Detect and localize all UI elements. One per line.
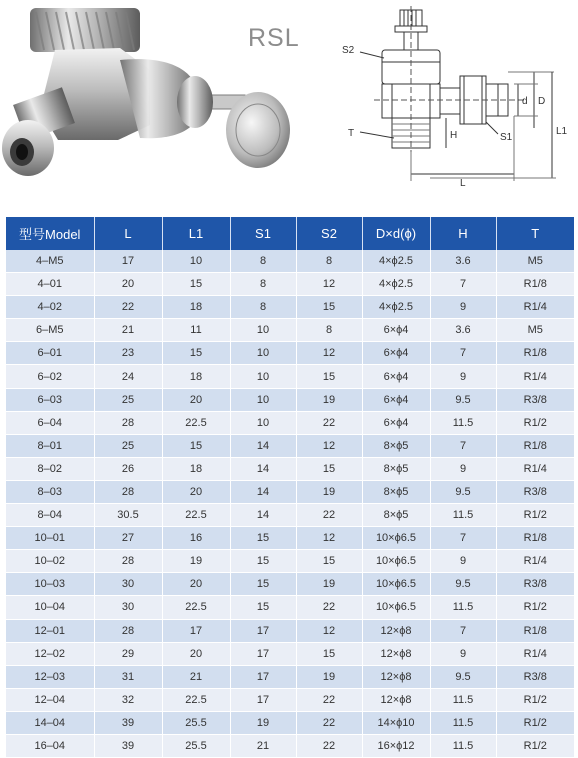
col-header-dxd: D×d(ϕ) <box>362 217 430 250</box>
table-row <box>6 527 574 550</box>
cell-h: 7 <box>430 342 496 365</box>
table-row <box>6 388 574 411</box>
cell-t: M5 <box>496 319 574 342</box>
cell-s1: 10 <box>230 388 296 411</box>
cell-dxd: 8×ϕ5 <box>362 434 430 457</box>
cell-h: 9.5 <box>430 573 496 596</box>
cell-dxd: 6×ϕ4 <box>362 365 430 388</box>
cell-s2: 22 <box>296 711 362 734</box>
cell-l: 32 <box>94 688 162 711</box>
cell-t: R1/8 <box>496 273 574 296</box>
table-row <box>6 550 574 573</box>
label-s2: S2 <box>342 45 355 56</box>
label-t: T <box>348 128 355 139</box>
table-row <box>6 273 574 296</box>
cell-t: M5 <box>496 250 574 273</box>
cell-s2: 8 <box>296 319 362 342</box>
cell-h: 9.5 <box>430 665 496 688</box>
cell-l: 26 <box>94 457 162 480</box>
cell-s1: 19 <box>230 711 296 734</box>
table-row <box>6 411 574 434</box>
cell-s1: 10 <box>230 319 296 342</box>
cell-s1: 8 <box>230 273 296 296</box>
cell-t: R3/8 <box>496 388 574 411</box>
cell-t: R1/4 <box>496 457 574 480</box>
cell-l: 25 <box>94 388 162 411</box>
cell-s1: 14 <box>230 434 296 457</box>
cell-model: 12–04 <box>6 688 94 711</box>
technical-drawing <box>338 6 574 196</box>
cell-dxd: 10×ϕ6.5 <box>362 527 430 550</box>
table-header-row <box>6 217 574 250</box>
cell-model: 6–02 <box>6 365 94 388</box>
cell-l: 28 <box>94 480 162 503</box>
cell-model: 4–M5 <box>6 250 94 273</box>
cell-t: R1/2 <box>496 711 574 734</box>
col-header-s2: S2 <box>296 217 362 250</box>
cell-l1: 19 <box>162 550 230 573</box>
table-row <box>6 342 574 365</box>
cell-s1: 17 <box>230 688 296 711</box>
cell-model: 12–02 <box>6 642 94 665</box>
cell-dxd: 10×ϕ6.5 <box>362 573 430 596</box>
cell-s2: 22 <box>296 504 362 527</box>
table-row <box>6 711 574 734</box>
cell-l1: 18 <box>162 457 230 480</box>
cell-s2: 19 <box>296 480 362 503</box>
cell-h: 3.6 <box>430 319 496 342</box>
cell-l1: 25.5 <box>162 734 230 757</box>
cell-dxd: 6×ϕ4 <box>362 342 430 365</box>
label-d-big: D <box>538 96 546 107</box>
cell-t: R1/8 <box>496 434 574 457</box>
cell-l1: 22.5 <box>162 688 230 711</box>
cell-l: 27 <box>94 527 162 550</box>
cell-t: R1/8 <box>496 342 574 365</box>
cell-s2: 22 <box>296 734 362 757</box>
cell-h: 3.6 <box>430 250 496 273</box>
cell-l1: 20 <box>162 642 230 665</box>
product-header <box>0 0 578 215</box>
cell-t: R3/8 <box>496 665 574 688</box>
cell-s2: 22 <box>296 596 362 619</box>
cell-l: 28 <box>94 619 162 642</box>
cell-l: 23 <box>94 342 162 365</box>
col-header-t: T <box>496 217 574 250</box>
table-row <box>6 319 574 342</box>
col-header-h: H <box>430 217 496 250</box>
cell-h: 11.5 <box>430 711 496 734</box>
cell-t: R1/2 <box>496 734 574 757</box>
table-row <box>6 573 574 596</box>
cell-l: 24 <box>94 365 162 388</box>
cell-s2: 15 <box>296 457 362 480</box>
table-row <box>6 296 574 319</box>
cell-t: R1/2 <box>496 504 574 527</box>
cell-model: 10–04 <box>6 596 94 619</box>
cell-l: 39 <box>94 734 162 757</box>
cell-h: 11.5 <box>430 411 496 434</box>
cell-l: 30 <box>94 573 162 596</box>
cell-l1: 18 <box>162 365 230 388</box>
cell-l1: 15 <box>162 342 230 365</box>
label-d-small: d <box>522 96 528 107</box>
cell-l1: 10 <box>162 250 230 273</box>
label-l: L <box>460 178 466 189</box>
cell-s2: 22 <box>296 688 362 711</box>
cell-l1: 11 <box>162 319 230 342</box>
spec-table-body <box>6 250 574 758</box>
cell-s2: 12 <box>296 619 362 642</box>
spec-table <box>6 217 574 758</box>
cell-l: 39 <box>94 711 162 734</box>
cell-l1: 20 <box>162 480 230 503</box>
cell-s2: 19 <box>296 573 362 596</box>
cell-s2: 12 <box>296 273 362 296</box>
cell-h: 9 <box>430 296 496 319</box>
cell-s1: 14 <box>230 480 296 503</box>
cell-l1: 16 <box>162 527 230 550</box>
cell-s2: 12 <box>296 527 362 550</box>
cell-dxd: 8×ϕ5 <box>362 480 430 503</box>
cell-dxd: 14×ϕ10 <box>362 711 430 734</box>
cell-model: 12–03 <box>6 665 94 688</box>
cell-t: R1/4 <box>496 550 574 573</box>
cell-h: 11.5 <box>430 504 496 527</box>
cell-l1: 22.5 <box>162 411 230 434</box>
cell-model: 6–03 <box>6 388 94 411</box>
col-header-s1: S1 <box>230 217 296 250</box>
cell-t: R1/8 <box>496 619 574 642</box>
table-row <box>6 365 574 388</box>
cell-s2: 15 <box>296 642 362 665</box>
table-row <box>6 619 574 642</box>
table-row <box>6 665 574 688</box>
label-l1: L1 <box>556 126 568 137</box>
cell-model: 6–01 <box>6 342 94 365</box>
cell-model: 10–03 <box>6 573 94 596</box>
cell-l1: 20 <box>162 388 230 411</box>
label-h: H <box>450 130 458 141</box>
cell-s1: 10 <box>230 342 296 365</box>
cell-t: R3/8 <box>496 573 574 596</box>
cell-h: 7 <box>430 619 496 642</box>
cell-l: 30.5 <box>94 504 162 527</box>
cell-dxd: 4×ϕ2.5 <box>362 273 430 296</box>
cell-dxd: 10×ϕ6.5 <box>362 550 430 573</box>
cell-l1: 15 <box>162 273 230 296</box>
cell-h: 7 <box>430 434 496 457</box>
cell-l: 17 <box>94 250 162 273</box>
cell-s1: 17 <box>230 619 296 642</box>
cell-model: 14–04 <box>6 711 94 734</box>
cell-model: 10–02 <box>6 550 94 573</box>
cell-model: 8–03 <box>6 480 94 503</box>
cell-l1: 22.5 <box>162 504 230 527</box>
col-header-model: 型号Model <box>6 217 94 250</box>
cell-t: R1/4 <box>496 642 574 665</box>
cell-model: 8–01 <box>6 434 94 457</box>
product-title: RSL <box>248 24 300 52</box>
cell-s1: 10 <box>230 411 296 434</box>
cell-h: 9 <box>430 365 496 388</box>
table-row <box>6 434 574 457</box>
cell-l: 31 <box>94 665 162 688</box>
cell-l: 25 <box>94 434 162 457</box>
thread-body <box>30 8 140 52</box>
cell-t: R1/4 <box>496 365 574 388</box>
cell-s2: 19 <box>296 665 362 688</box>
cell-model: 6–04 <box>6 411 94 434</box>
cell-l1: 22.5 <box>162 596 230 619</box>
cell-l: 20 <box>94 273 162 296</box>
cell-s2: 22 <box>296 411 362 434</box>
cell-dxd: 4×ϕ2.5 <box>362 296 430 319</box>
cell-s1: 17 <box>230 642 296 665</box>
cell-s2: 15 <box>296 365 362 388</box>
cell-l: 28 <box>94 411 162 434</box>
cell-s2: 15 <box>296 296 362 319</box>
table-row <box>6 457 574 480</box>
cell-s1: 15 <box>230 527 296 550</box>
cell-l: 28 <box>94 550 162 573</box>
cell-s2: 12 <box>296 434 362 457</box>
cell-h: 11.5 <box>430 688 496 711</box>
cell-h: 7 <box>430 527 496 550</box>
cell-dxd: 12×ϕ8 <box>362 665 430 688</box>
col-header-l: L <box>94 217 162 250</box>
cell-h: 11.5 <box>430 596 496 619</box>
cell-model: 10–01 <box>6 527 94 550</box>
cell-t: R1/2 <box>496 596 574 619</box>
table-row <box>6 688 574 711</box>
cell-s2: 12 <box>296 342 362 365</box>
cell-t: R3/8 <box>496 480 574 503</box>
cell-s2: 8 <box>296 250 362 273</box>
cell-dxd: 6×ϕ4 <box>362 319 430 342</box>
cell-h: 9.5 <box>430 480 496 503</box>
cell-s1: 15 <box>230 596 296 619</box>
cell-l1: 21 <box>162 665 230 688</box>
table-row <box>6 642 574 665</box>
cell-dxd: 4×ϕ2.5 <box>362 250 430 273</box>
cell-s1: 14 <box>230 457 296 480</box>
cell-h: 9.5 <box>430 388 496 411</box>
cell-s2: 19 <box>296 388 362 411</box>
cell-s1: 10 <box>230 365 296 388</box>
cell-t: R1/2 <box>496 688 574 711</box>
cell-l: 29 <box>94 642 162 665</box>
table-row <box>6 504 574 527</box>
cell-dxd: 8×ϕ5 <box>362 504 430 527</box>
cell-h: 11.5 <box>430 734 496 757</box>
cell-dxd: 6×ϕ4 <box>362 388 430 411</box>
cell-t: R1/4 <box>496 296 574 319</box>
col-header-l1: L1 <box>162 217 230 250</box>
cell-h: 9 <box>430 642 496 665</box>
cell-dxd: 8×ϕ5 <box>362 457 430 480</box>
cell-s1: 21 <box>230 734 296 757</box>
cell-s2: 15 <box>296 550 362 573</box>
cell-l1: 25.5 <box>162 711 230 734</box>
cell-s1: 14 <box>230 504 296 527</box>
cell-t: R1/8 <box>496 527 574 550</box>
cell-s1: 17 <box>230 665 296 688</box>
cell-l1: 17 <box>162 619 230 642</box>
cell-h: 9 <box>430 550 496 573</box>
cell-model: 16–04 <box>6 734 94 757</box>
cell-dxd: 10×ϕ6.5 <box>362 596 430 619</box>
cell-h: 7 <box>430 273 496 296</box>
cell-model: 8–02 <box>6 457 94 480</box>
cell-model: 6–M5 <box>6 319 94 342</box>
label-s1: S1 <box>500 132 513 143</box>
cell-model: 4–02 <box>6 296 94 319</box>
cell-model: 12–01 <box>6 619 94 642</box>
table-row <box>6 250 574 273</box>
cell-dxd: 12×ϕ8 <box>362 642 430 665</box>
cell-dxd: 12×ϕ8 <box>362 619 430 642</box>
cell-l: 22 <box>94 296 162 319</box>
cell-l: 30 <box>94 596 162 619</box>
cell-dxd: 6×ϕ4 <box>362 411 430 434</box>
cell-l1: 15 <box>162 434 230 457</box>
cell-l: 21 <box>94 319 162 342</box>
cell-dxd: 16×ϕ12 <box>362 734 430 757</box>
cell-l1: 20 <box>162 573 230 596</box>
cell-s1: 15 <box>230 573 296 596</box>
cell-dxd: 12×ϕ8 <box>362 688 430 711</box>
cell-model: 4–01 <box>6 273 94 296</box>
cell-s1: 8 <box>230 296 296 319</box>
cell-h: 9 <box>430 457 496 480</box>
cell-s1: 8 <box>230 250 296 273</box>
cell-s1: 15 <box>230 550 296 573</box>
cell-l1: 18 <box>162 296 230 319</box>
cell-t: R1/2 <box>496 411 574 434</box>
table-row <box>6 596 574 619</box>
cell-model: 8–04 <box>6 504 94 527</box>
table-row <box>6 734 574 757</box>
table-row <box>6 480 574 503</box>
